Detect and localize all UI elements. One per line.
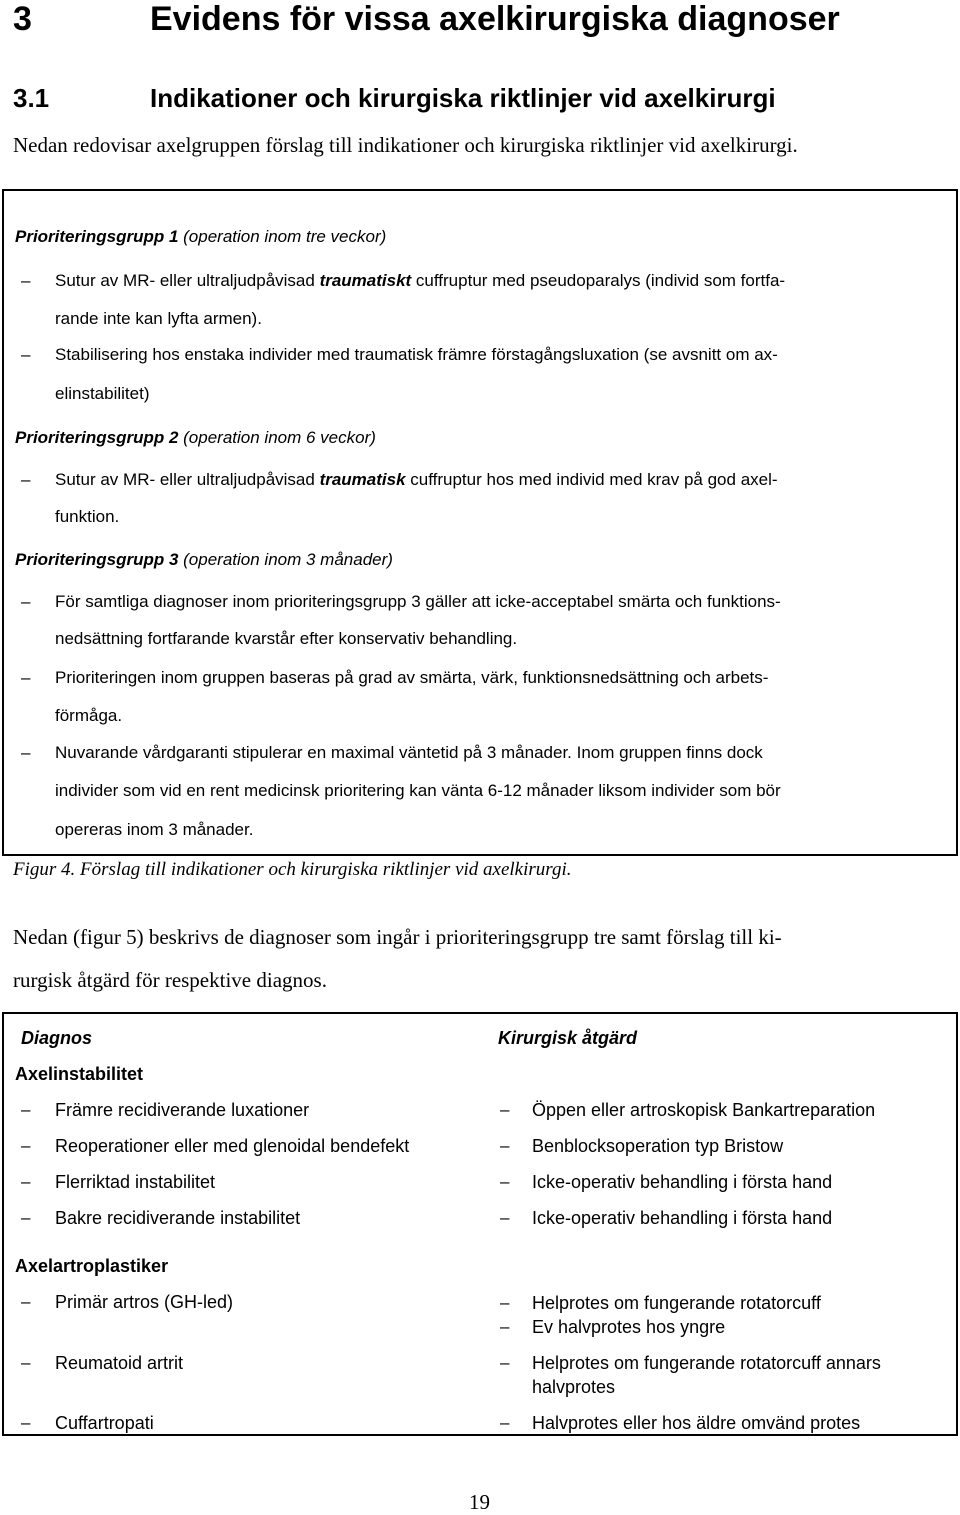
- section-heading: [13, 83, 953, 113]
- table-row-atgard: Öppen eller artroskopisk Bankartreparation: [532, 1100, 876, 1120]
- group2-note: (operation inom 6 veckor): [178, 428, 376, 447]
- section-axelinstabilitet: Axelinstabilitet: [15, 1064, 144, 1084]
- group1-item1-line1: Sutur av MR- eller ultraljudpåvisad traumatiskt cuffruptur med pseudoparalys (individ som fortfa-: [55, 271, 786, 290]
- dash-marker: –: [21, 271, 31, 290]
- table-row-atgard: Halvprotes eller hos äldre omvänd protes: [532, 1413, 861, 1433]
- chapter-heading: [13, 0, 840, 38]
- group1-name: Prioriteringsgrupp 1: [15, 227, 179, 246]
- dash-marker: –: [21, 470, 31, 489]
- table-row-atgard: Benblocksoperation typ Bristow: [532, 1136, 784, 1156]
- dash-marker: –: [500, 1413, 510, 1432]
- table-row-diagnos: Reumatoid artrit: [55, 1353, 184, 1373]
- table-row-diagnos: Främre recidiverande luxationer: [55, 1100, 310, 1120]
- figure4-caption: Figur 4. Förslag till indikationer och kirurgiska riktlinjer vid axelkirurgi.: [13, 859, 572, 880]
- table-row-atgard: Icke-operativ behandling i första hand: [532, 1172, 833, 1192]
- section-axelartroplastiker: Axelartroplastiker: [15, 1256, 169, 1276]
- paragraph-line1: Nedan (figur 5) beskrivs de diagnoser som ingår i prioriteringsgrupp tre samt förslag till ki-: [13, 925, 782, 949]
- dash-marker: –: [21, 1413, 31, 1432]
- dash-marker: –: [21, 1136, 31, 1155]
- group2-heading: [15, 428, 376, 448]
- table-row-diagnos: Cuffartropati: [55, 1413, 154, 1433]
- chapter-title: Evidens för vissa axelkirurgiska diagnoser: [150, 0, 840, 38]
- dash-marker: –: [21, 1172, 31, 1191]
- group1-item1-line2: rande inte kan lyfta armen).: [55, 309, 262, 328]
- group1-item2-line1: Stabilisering hos enstaka individer med traumatisk främre förstagångsluxation (se avsnitt om ax-: [55, 345, 778, 364]
- dash-marker: –: [21, 1100, 31, 1119]
- group3-item3-line2: individer som vid en rent medicinsk prioritering kan vänta 6-12 månader liksom individer som bör: [55, 781, 781, 800]
- group1-heading: [15, 227, 386, 247]
- table-row-diagnos: Flerriktad instabilitet: [55, 1172, 216, 1192]
- group2-name: Prioriteringsgrupp 2: [15, 428, 179, 447]
- group3-note: (operation inom 3 månader): [178, 550, 393, 569]
- dash-marker: –: [21, 1353, 31, 1372]
- section-number: 3.1: [13, 83, 50, 113]
- group2-item1-line2: funktion.: [55, 507, 120, 526]
- table-row-diagnos: Reoperationer eller med glenoidal bendefekt: [55, 1136, 410, 1156]
- group3-item2-line2: förmåga.: [55, 706, 123, 725]
- diagnosis-table: [2, 1012, 958, 1436]
- dash-marker: –: [21, 345, 31, 364]
- group3-item2-line1: Prioriteringen inom gruppen baseras på grad av smärta, värk, funktionsnedsättning och arbets-: [55, 668, 769, 687]
- paragraph-line2: rurgisk åtgärd för respektive diagnos.: [13, 968, 327, 992]
- dash-marker: –: [500, 1136, 510, 1155]
- group3-item3-line1: Nuvarande vårdgaranti stipulerar en maximal väntetid på 3 månader. Inom gruppen finns dock: [55, 743, 763, 762]
- group3-item1-line2: nedsättning fortfarande kvarstår efter konservativ behandling.: [55, 629, 518, 648]
- dash-marker: –: [21, 592, 31, 611]
- dash-marker: –: [21, 1208, 31, 1227]
- guidelines-box: [2, 189, 958, 856]
- group3-name: Prioriteringsgrupp 3: [15, 550, 179, 569]
- table-row-atgard: Icke-operativ behandling i första hand: [532, 1208, 833, 1228]
- group1-note: (operation inom tre veckor): [178, 227, 387, 246]
- table-row-diagnos: Primär artros (GH-led): [55, 1292, 234, 1312]
- dash-marker: –: [500, 1100, 510, 1119]
- intro-text: Nedan redovisar axelgruppen förslag till indikationer och kirurgiska riktlinjer vid axelkirurgi.: [13, 133, 798, 157]
- table-row-atgard: Ev halvprotes hos yngre: [532, 1317, 726, 1337]
- group3-item3-line3: opereras inom 3 månader.: [55, 820, 254, 839]
- col-header-diagnos: Diagnos: [21, 1028, 93, 1048]
- dash-marker: –: [500, 1293, 510, 1312]
- page-number: 19: [469, 1490, 490, 1514]
- dash-marker: –: [21, 1292, 31, 1311]
- traumatiskt-emphasis: traumatiskt: [319, 271, 412, 290]
- group1-item2-line2: elinstabilitet): [55, 384, 150, 403]
- table-row-diagnos: Bakre recidiverande instabilitet: [55, 1208, 301, 1228]
- table-row-atgard: halvprotes: [532, 1377, 616, 1397]
- dash-marker: –: [500, 1353, 510, 1372]
- table-row-atgard: Helprotes om fungerande rotatorcuff: [532, 1293, 821, 1313]
- dash-marker: –: [500, 1208, 510, 1227]
- dash-marker: –: [500, 1317, 510, 1336]
- dash-marker: –: [21, 743, 31, 762]
- group3-heading: [15, 550, 393, 570]
- table-row-atgard: Helprotes om fungerande rotatorcuff annars: [532, 1353, 881, 1373]
- dash-marker: –: [21, 668, 31, 687]
- section-title: Indikationer och kirurgiska riktlinjer vid axelkirurgi: [150, 83, 776, 113]
- chapter-number: 3: [13, 0, 32, 38]
- traumatisk-emphasis: traumatisk: [319, 470, 406, 489]
- group3-item1-line1: För samtliga diagnoser inom prioriteringsgrupp 3 gäller att icke-acceptabel smärta och funktions-: [55, 592, 781, 611]
- col-header-atgard: Kirurgisk åtgärd: [498, 1028, 638, 1048]
- group2-item1-line1: Sutur av MR- eller ultraljudpåvisad traumatisk cuffruptur hos med individ med krav på god axel-: [55, 470, 778, 489]
- dash-marker: –: [500, 1172, 510, 1191]
- body-paragraph: [13, 916, 782, 1002]
